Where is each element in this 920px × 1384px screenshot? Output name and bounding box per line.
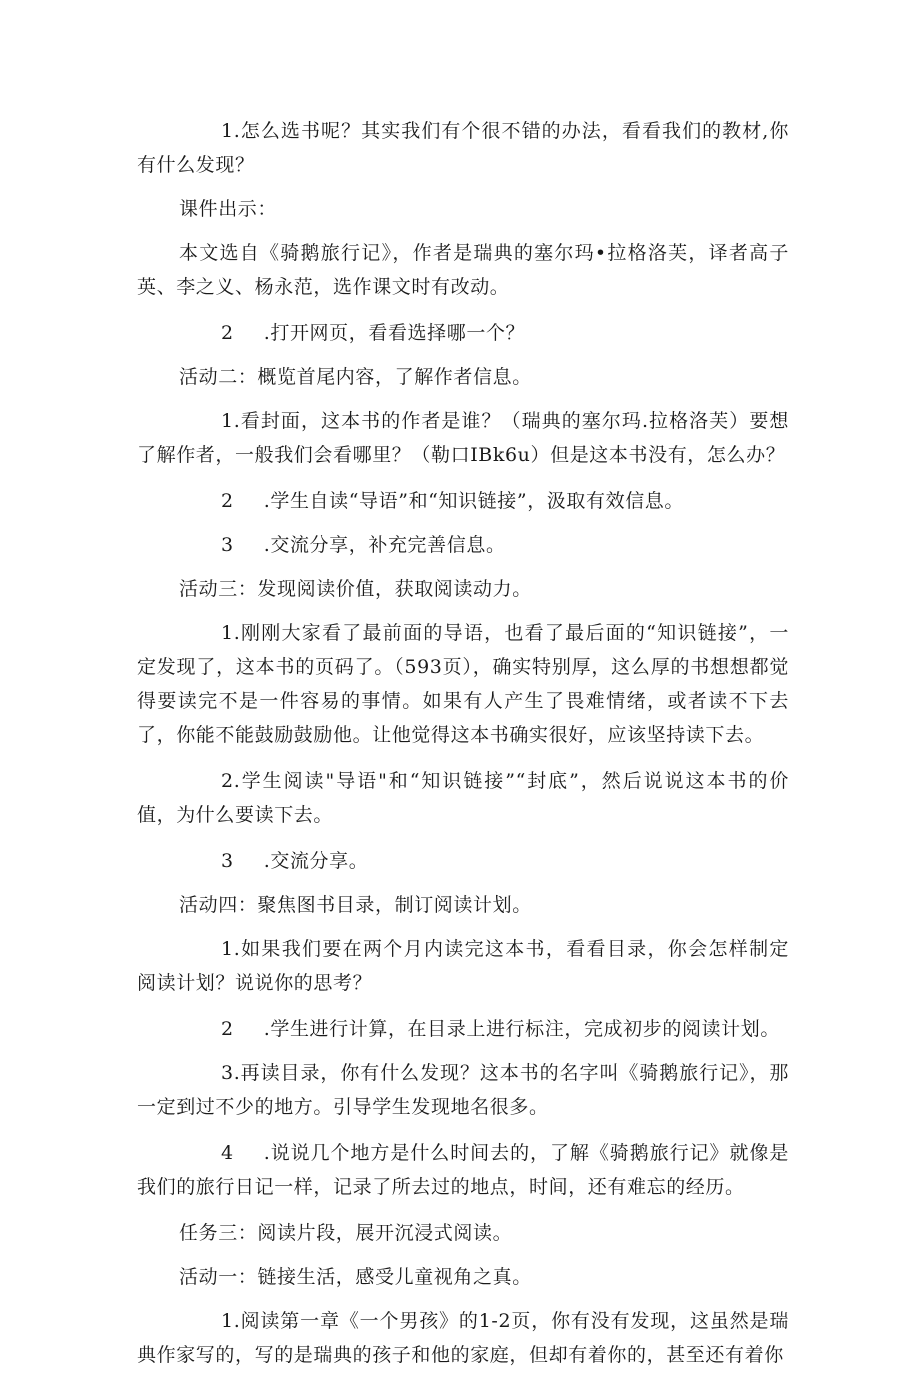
list-number: 1	[221, 938, 234, 960]
paragraph	[137, 404, 789, 472]
paragraph	[137, 192, 789, 226]
paragraph-text: 本文选自《骑鹅旅行记》，作者是瑞典的塞尔玛•拉格洛芙，译者高子英、李之义、杨永范，选作课文时有改动。	[137, 242, 789, 298]
paragraph-text: 任务三：阅读片段，展开沉浸式阅读。	[179, 1222, 513, 1244]
list-number: 2	[221, 322, 234, 344]
paragraph	[137, 764, 789, 832]
paragraph-text: .学生阅读"导语"和“知识链接”“封底”，然后说说这本书的价值，为什么要读下去。	[137, 770, 789, 826]
paragraph	[137, 236, 789, 304]
section-heading	[137, 1216, 789, 1250]
list-number: 2	[221, 1018, 234, 1040]
list-number: 4	[221, 1142, 234, 1164]
paragraph-text: .再读目录，你有什么发现？这本书的名字叫《骑鹅旅行记》，那一定到过不少的地方。引导学生发现地名很多。	[137, 1062, 789, 1118]
paragraph-text: .看封面，这本书的作者是谁？（瑞典的塞尔玛.拉格洛芙）要想了解作者，一般我们会看哪里？（勒口IBk6u）但是这本书没有，怎么办？	[137, 410, 789, 466]
section-heading	[137, 572, 789, 606]
list-number: 1	[221, 410, 234, 432]
section-heading	[137, 360, 789, 394]
paragraph-text: 活动四：聚焦图书目录，制订阅读计划。	[179, 894, 532, 916]
paragraph	[137, 1056, 789, 1124]
paragraph-text: .如果我们要在两个月内读完这本书，看看目录，你会怎样制定阅读计划？说说你的思考？	[137, 938, 789, 994]
list-number: 3	[221, 1062, 234, 1084]
list-number: 2	[221, 490, 234, 512]
paragraph-text: .交流分享，补充完善信息。	[263, 534, 506, 556]
list-number: 1	[221, 1310, 234, 1332]
section-heading	[137, 1260, 789, 1294]
list-number: 1	[221, 622, 234, 644]
paragraph-text: .说说几个地方是什么时间去的，了解《骑鹅旅行记》就像是我们的旅行日记一样，记录了所去过的地点，时间，还有难忘的经历。	[137, 1142, 789, 1198]
paragraph	[137, 114, 789, 182]
list-number: 3	[221, 534, 234, 556]
paragraph-text: 活动一：链接生活，感受儿童视角之真。	[179, 1266, 532, 1288]
paragraph	[137, 1012, 789, 1046]
paragraph-text: .怎么选书呢？其实我们有个很不错的办法，看看我们的教材,你有什么发现？	[137, 120, 789, 176]
paragraph	[137, 616, 789, 752]
paragraph	[137, 844, 789, 878]
paragraph-text: .学生自读“导语”和“知识链接”，汲取有效信息。	[263, 490, 684, 512]
list-number: 3	[221, 850, 234, 872]
paragraph-text: .打开网页，看看选择哪一个？	[263, 322, 526, 344]
paragraph-text: 活动三：发现阅读价值，获取阅读动力。	[179, 578, 532, 600]
paragraph-text: .交流分享。	[263, 850, 369, 872]
list-number: 2	[221, 770, 234, 792]
paragraph	[137, 528, 789, 562]
list-number: 1	[221, 120, 234, 142]
paragraph	[137, 932, 789, 1000]
document-body	[137, 114, 789, 1384]
section-heading	[137, 888, 789, 922]
paragraph	[137, 1136, 789, 1204]
paragraph	[137, 316, 789, 350]
paragraph-text: 课件出示：	[179, 198, 278, 220]
paragraph-text: 活动二：概览首尾内容，了解作者信息。	[179, 366, 532, 388]
paragraph-text: .学生进行计算，在目录上进行标注，完成初步的阅读计划。	[263, 1018, 780, 1040]
paragraph-text: .阅读第一章《一个男孩》的1-2页，你有没有发现，这虽然是瑞典作家写的，写的是瑞典的孩子和他的家庭，但却有着你的，甚至还有着你	[137, 1310, 789, 1366]
paragraph-text: .刚刚大家看了最前面的导语，也看了最后面的“知识链接”，一定发现了，这本书的页码了。（593页），确实特别厚，这么厚的书想想都觉得要读完不是一件容易的事情。如果有人产生了畏难情绪，或者读不下去了，你能不能鼓励鼓励他。让他觉得这本书确实很好，应该坚持读下去。	[137, 622, 789, 746]
paragraph	[137, 484, 789, 518]
paragraph	[137, 1304, 789, 1372]
